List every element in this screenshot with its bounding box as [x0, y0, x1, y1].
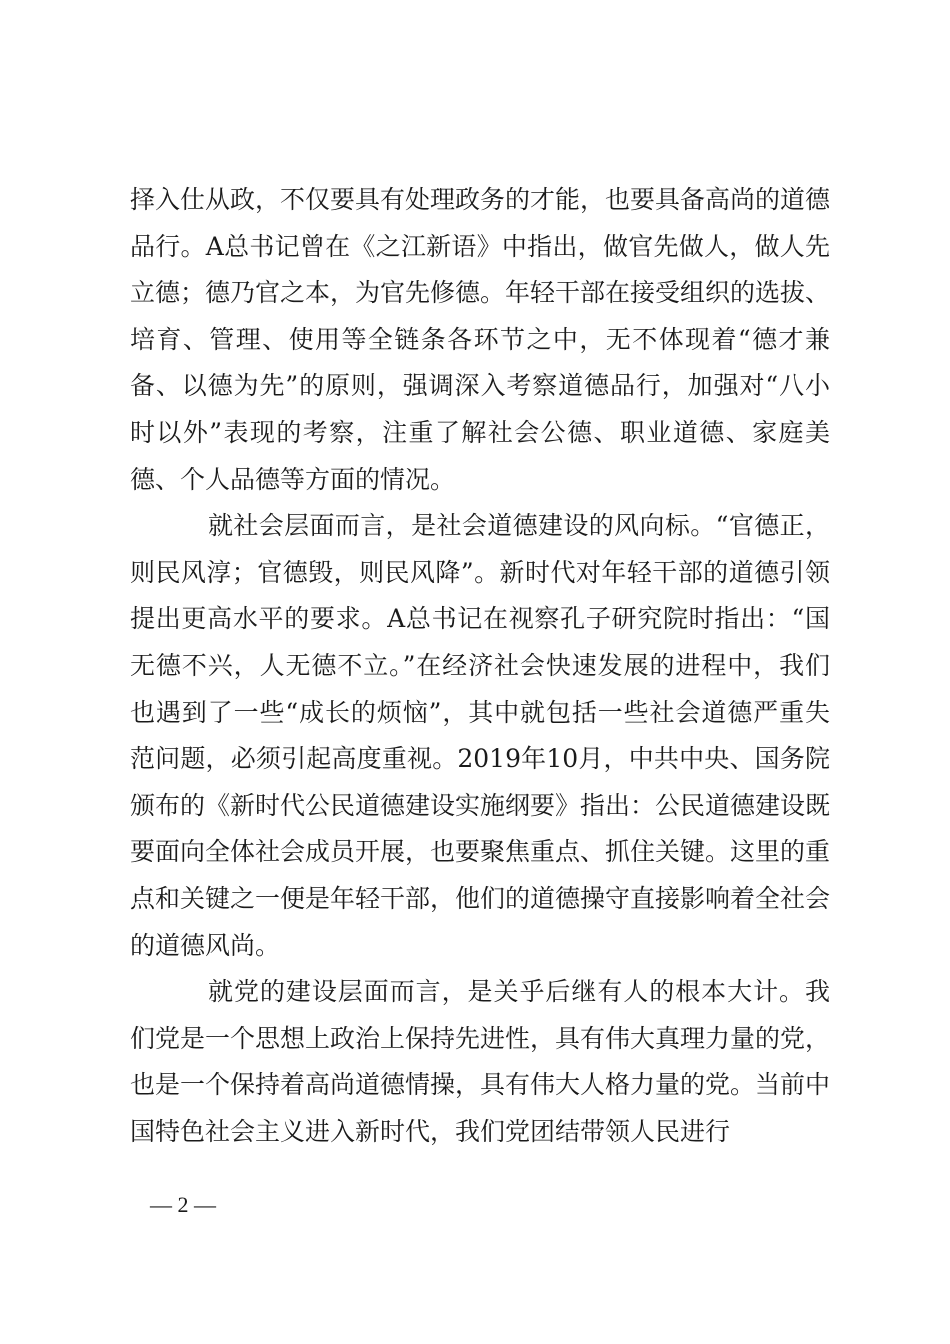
paragraph-2: 就社会层面而言，是社会道德建设的风向标。“官德正，则民风淳；官德毁，则民风降”。新时代对年轻干部的道德引领提出更高水平的要求。A总书记在视察孔子研究院时指出：“国无德不兴，人无德不立。”在经济社会快速发展的进程中，我们也遇到了一些“成长的烦恼”，其中就包括一些社会道德严重失范问题，必须引起高度重视。2019年10月，中共中央、国务院颁布的《新时代公民道德建设实施纲要》指出：公民道德建设既要面向全体社会成员开展，也要聚焦重点、抓住关键。这里的重点和关键之一便是年轻干部，他们的道德操守直接影响着全社会的道德风尚。	[130, 511, 831, 960]
page-number: — 2 —	[150, 1192, 216, 1217]
paragraph-3: 就党的建设层面而言，是关乎后继有人的根本大计。我们党是一个思想上政治上保持先进性，具有伟大真理力量的党，也是一个保持着高尚道德情操，具有伟大人格力量的党。当前中国特色社会主义进入新时代，我们党团结带领人民进行	[130, 977, 831, 1146]
paragraph-1: 择入仕从政，不仅要具有处理政务的才能，也要具备高尚的道德品行。A总书记曾在《之江新语》中指出，做官先做人，做人先立德；德乃官之本，为官先修德。年轻干部在接受组织的选拔、培育、管理、使用等全链条各环节之中，无不体现着“德才兼备、以德为先”的原则，强调深入考察道德品行，加强对“八小时以外”表现的考察，注重了解社会公德、职业道德、家庭美德、个人品德等方面的情况。	[130, 185, 831, 494]
body-text	[130, 177, 830, 1155]
